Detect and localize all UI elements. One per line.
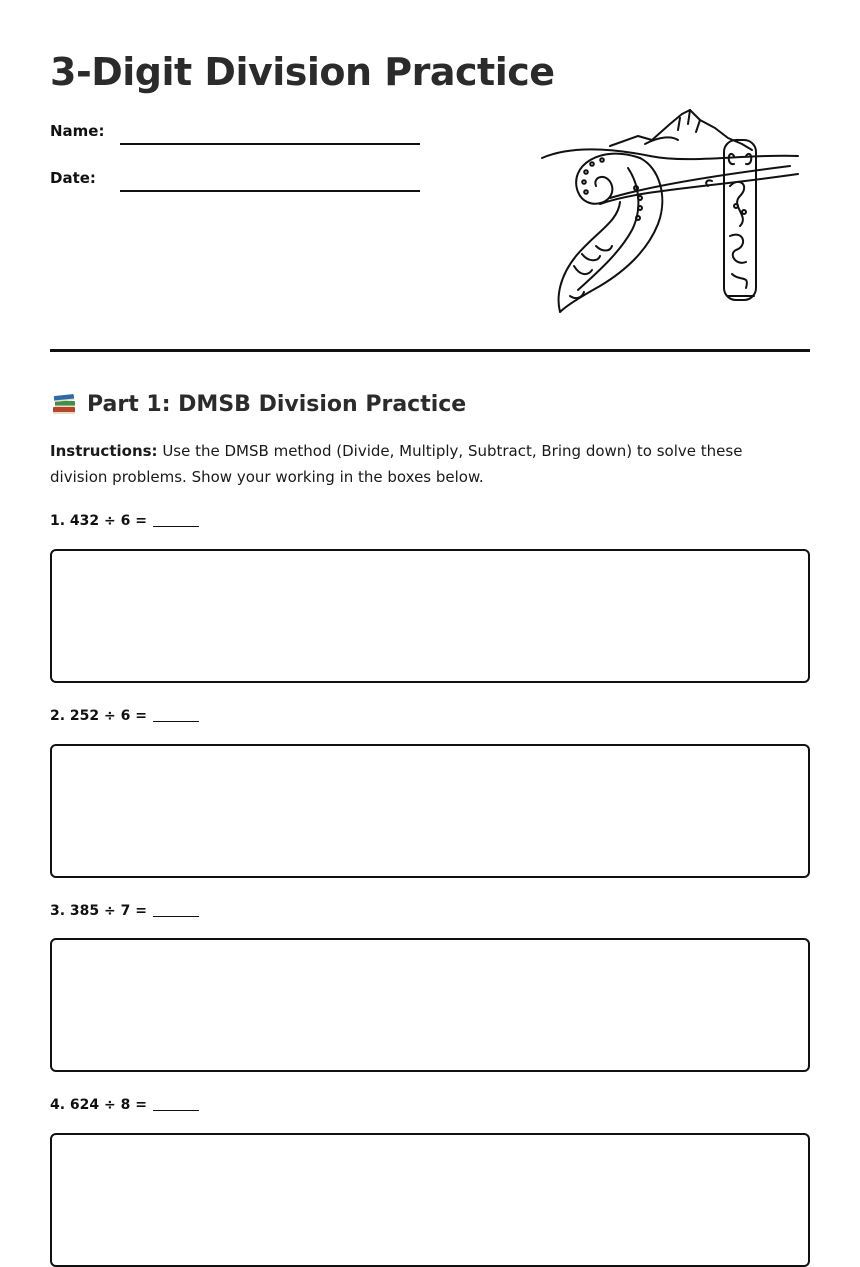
section-divider bbox=[50, 349, 810, 352]
problem-3 bbox=[50, 903, 199, 919]
instructions-text bbox=[50, 438, 790, 490]
problem-3-answer-blank[interactable] bbox=[153, 916, 199, 917]
problem-3-work-box[interactable] bbox=[50, 938, 810, 1072]
problem-3-label: 3. 385 ÷ 7 = bbox=[50, 903, 147, 919]
fern-koru-and-carved-pou-illustration bbox=[540, 106, 802, 316]
name-field[interactable] bbox=[120, 143, 420, 145]
date-field[interactable] bbox=[120, 190, 420, 192]
problem-2 bbox=[50, 708, 199, 724]
part1-heading bbox=[50, 388, 466, 420]
problem-1-answer-blank[interactable] bbox=[153, 526, 199, 527]
instructions-label: Instructions: bbox=[50, 442, 158, 460]
problem-4-answer-blank[interactable] bbox=[153, 1110, 199, 1111]
books-icon bbox=[50, 390, 78, 418]
problem-1-label: 1. 432 ÷ 6 = bbox=[50, 513, 147, 529]
problem-4-work-box[interactable] bbox=[50, 1133, 810, 1267]
problem-2-label: 2. 252 ÷ 6 = bbox=[50, 708, 147, 724]
date-label: Date: bbox=[50, 169, 96, 187]
part1-title: Part 1: DMSB Division Practice bbox=[87, 391, 467, 417]
worksheet-title: 3-Digit Division Practice bbox=[50, 50, 555, 94]
problem-2-work-box[interactable] bbox=[50, 744, 810, 878]
problem-4 bbox=[50, 1097, 199, 1113]
problem-4-label: 4. 624 ÷ 8 = bbox=[50, 1097, 147, 1113]
problem-1-work-box[interactable] bbox=[50, 549, 810, 683]
instructions-body: Use the DMSB method (Divide, Multiply, Subtract, Bring down) to solve these division problems. Show your working in the boxes below. bbox=[50, 442, 743, 486]
problem-2-answer-blank[interactable] bbox=[153, 721, 199, 722]
problem-1 bbox=[50, 513, 199, 529]
name-label: Name: bbox=[50, 122, 105, 140]
